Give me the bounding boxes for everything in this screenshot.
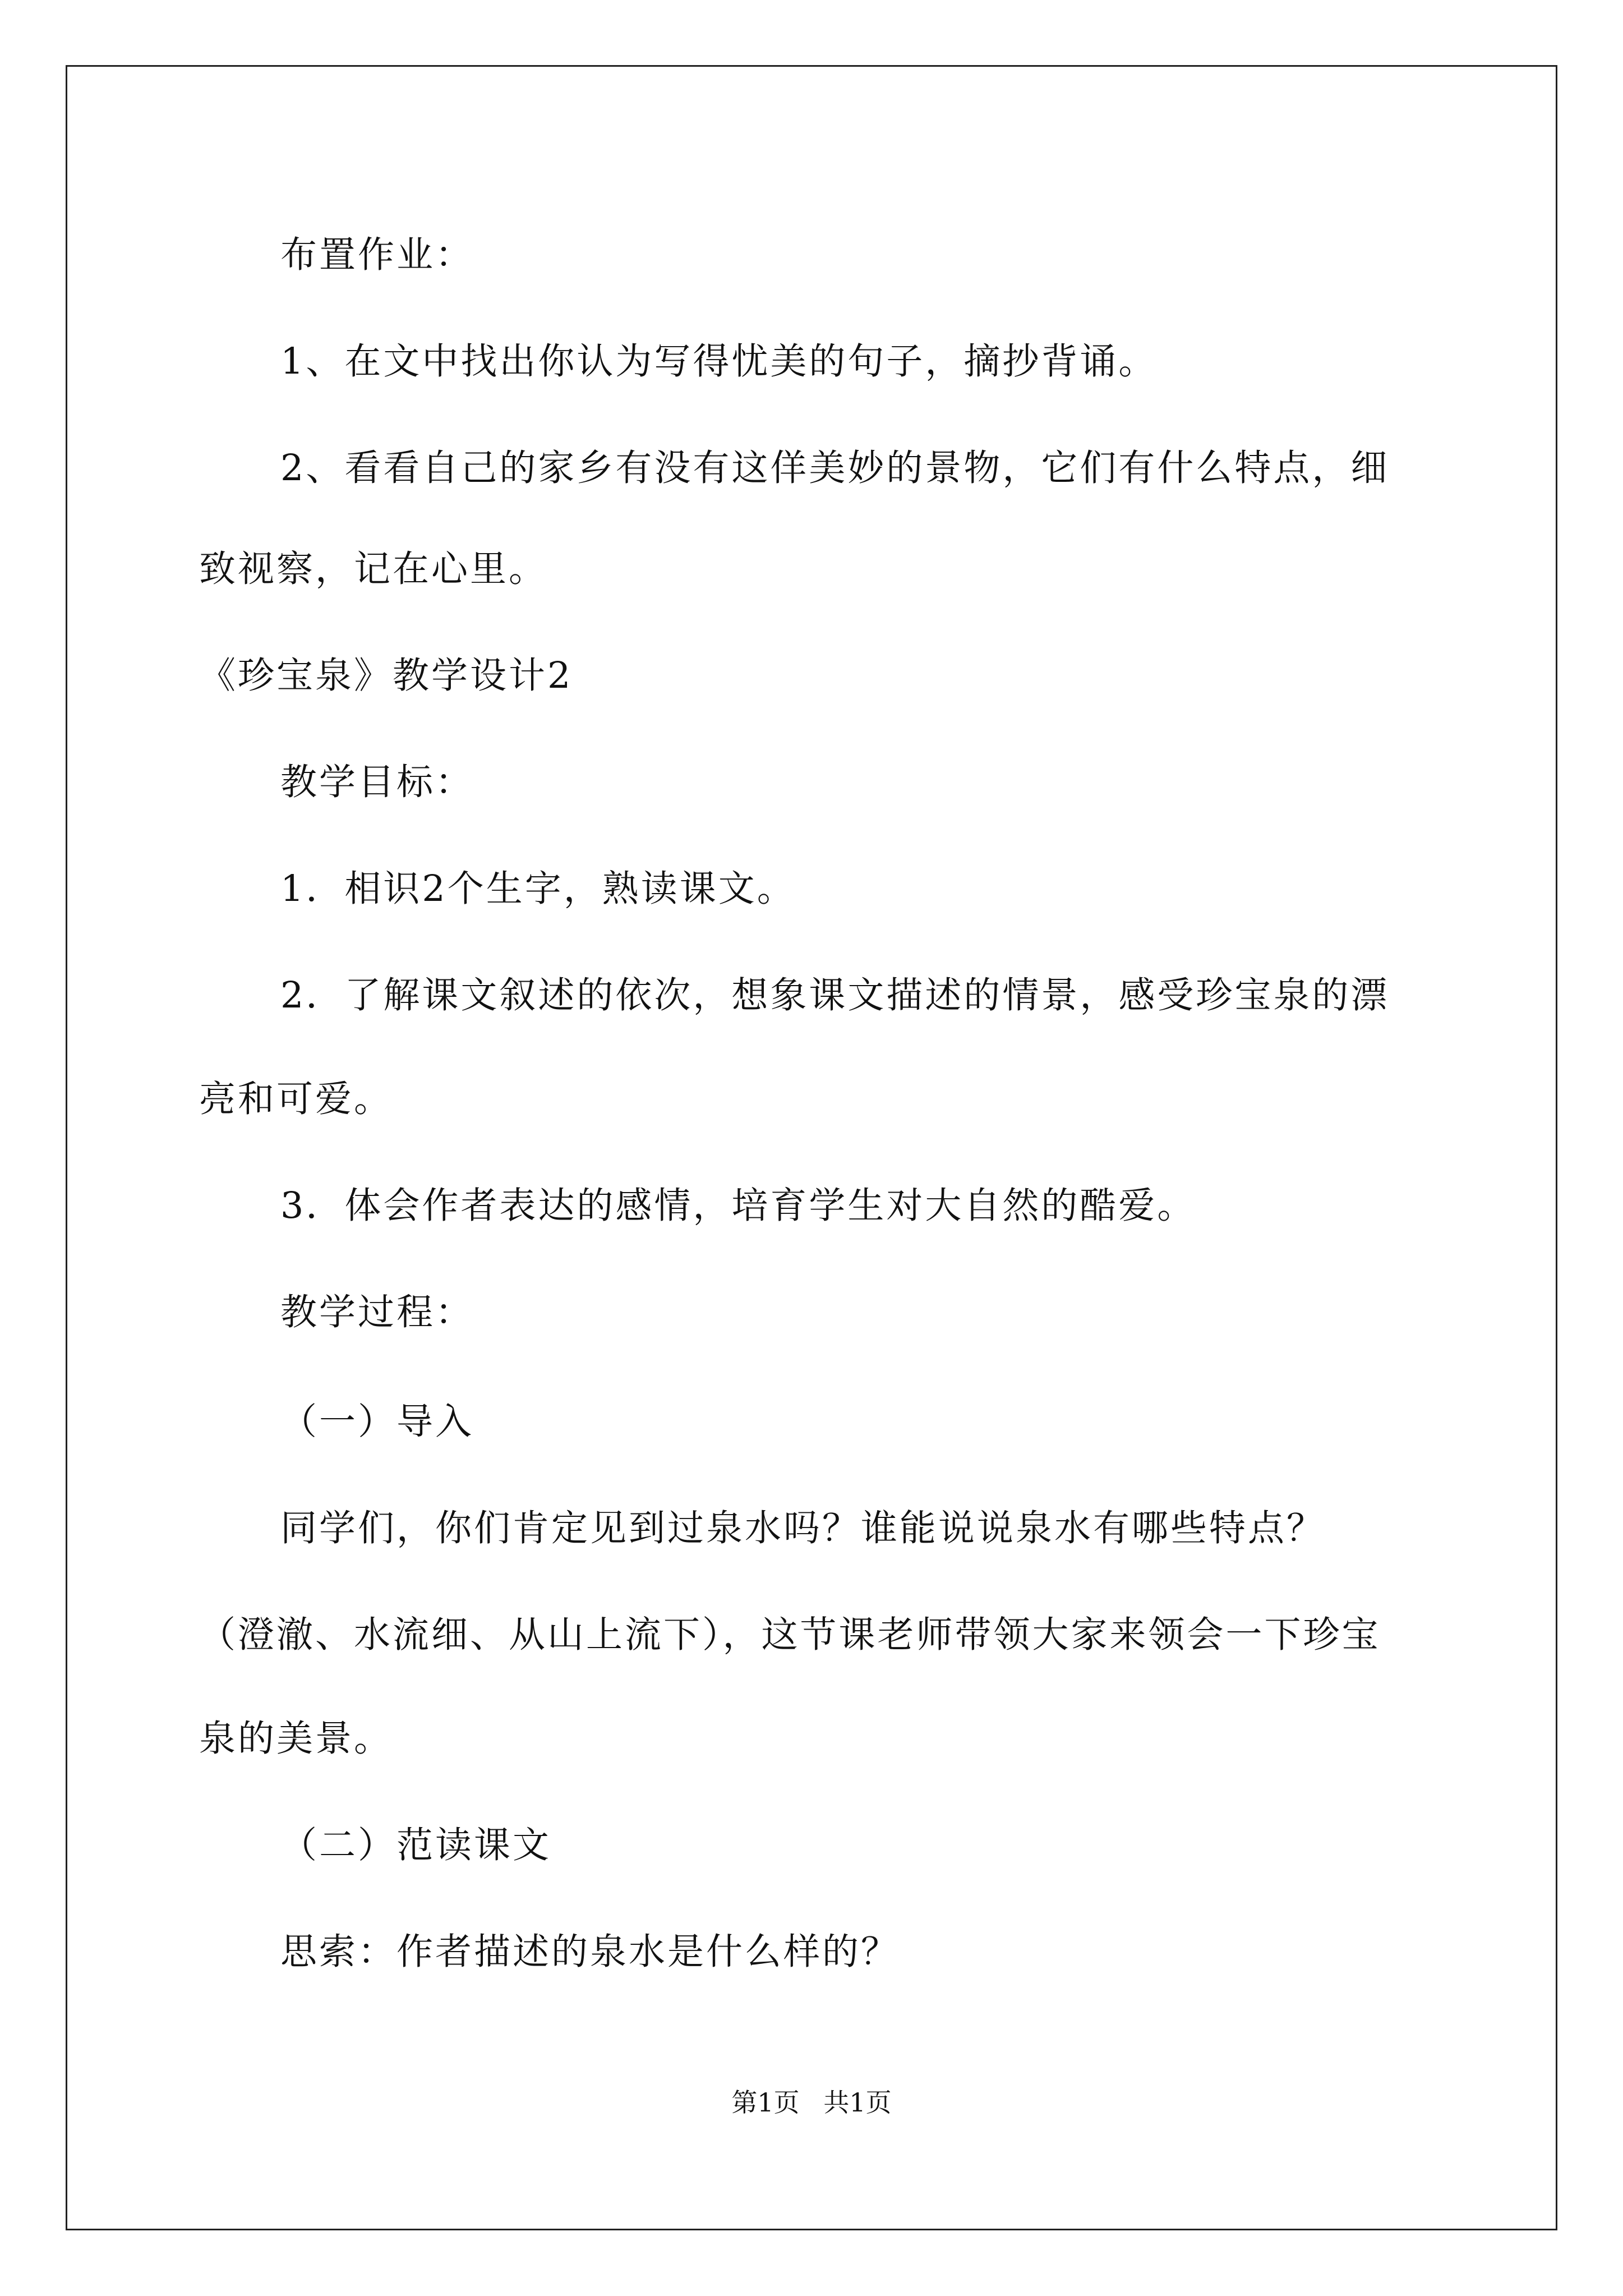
page-border — [66, 65, 1557, 2230]
text-line: （二）范读课文 — [280, 1824, 552, 1866]
text-line: 2．了解课文叙述的依次，想象课文描述的情景，感受珍宝泉的漂 — [280, 974, 1390, 1016]
text-line: 3．体会作者表达的感情，培育学生对大自然的酷爱。 — [280, 1185, 1196, 1227]
page-count: 共1页 — [823, 2087, 892, 2118]
text-line: 布置作业： — [280, 234, 474, 276]
text-line: 致视察，记在心里。 — [199, 548, 548, 590]
text-line: 2、看看自己的家乡有没有这佯美妙的景物，它们有什么特点，细 — [280, 447, 1390, 489]
page-footer — [0, 2086, 1623, 2119]
page-number: 第1页 — [731, 2087, 800, 2118]
text-line: 1、在文中找出你认为写得忧美的句子，摘抄背诵。 — [280, 341, 1158, 383]
text-line: 思索：作者描述的泉水是什么样的？ — [280, 1931, 900, 1973]
text-line: 泉的美景。 — [199, 1718, 393, 1760]
text-line: （澄澈、水流细、从山上流下），这节课老师带领大家来领会一下珍宝 — [199, 1614, 1381, 1656]
section-heading: 《珍宝泉》教学设计2 — [199, 655, 573, 697]
text-line: 1．相识2个生字，熟读课文。 — [280, 868, 796, 910]
text-line: 教学过程： — [280, 1291, 474, 1333]
text-line: 同学们，你们肯定见到过泉水吗？谁能说说泉水有哪些特点？ — [280, 1507, 1326, 1549]
text-line: 亮和可爱。 — [199, 1078, 393, 1120]
text-line: （一）导入 — [280, 1401, 474, 1443]
text-line: 教学目标： — [280, 761, 474, 803]
